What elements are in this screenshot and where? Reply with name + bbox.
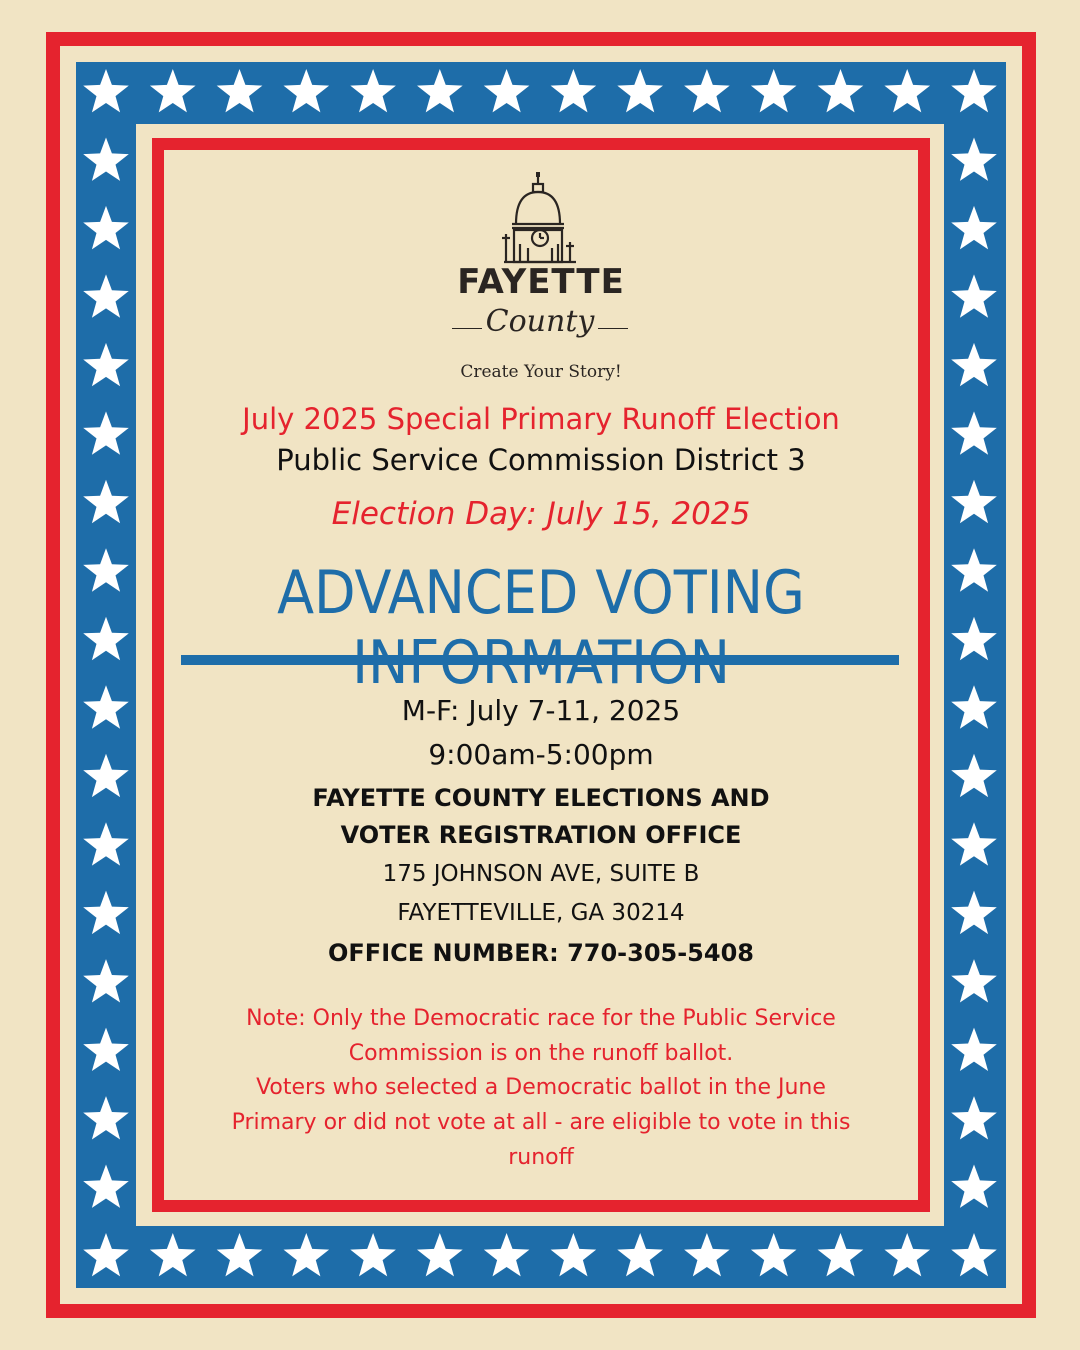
star-icon: [951, 274, 997, 317]
star-icon: [951, 480, 997, 523]
star-icon: [951, 891, 997, 935]
star-icon: [83, 343, 129, 386]
star-icon: [951, 69, 997, 112]
star-icon: [83, 411, 129, 454]
star-icon: [217, 69, 263, 112]
star-icon: [83, 822, 129, 865]
star-icon: [83, 1096, 129, 1139]
star-icon: [951, 343, 997, 386]
star-icon: [951, 548, 997, 591]
office-name-line2: VOTER REGISTRATION OFFICE: [340, 821, 742, 849]
logo-tagline: Create Your Story!: [460, 362, 622, 382]
star-icon: [417, 1233, 463, 1276]
star-icon: [83, 69, 129, 112]
note-line3: Voters who selected a Democratic ballot in the June: [256, 1075, 826, 1100]
star-icon: [884, 1233, 930, 1276]
star-icon: [350, 69, 396, 112]
star-icon: [951, 754, 997, 797]
star-icon: [83, 1028, 129, 1071]
star-icon: [951, 1165, 997, 1208]
star-icon: [617, 69, 663, 112]
star-icon: [83, 548, 129, 591]
star-icon: [83, 959, 129, 1002]
star-icon: [83, 891, 129, 935]
courthouse-dome-icon: [494, 172, 594, 268]
star-icon: [951, 959, 997, 1002]
star-icon: [83, 754, 129, 797]
star-icon: [150, 1233, 196, 1276]
voting-dates: M-F: July 7-11, 2025: [401, 694, 681, 727]
star-icon: [150, 69, 196, 112]
star-icon: [951, 1233, 997, 1276]
star-icon: [83, 138, 129, 181]
star-icon: [551, 69, 597, 112]
district-line: Public Service Commission District 3: [276, 443, 806, 477]
star-icon: [684, 1233, 730, 1276]
star-icon: [83, 274, 129, 317]
star-icon: [884, 69, 930, 112]
main-heading: ADVANCED VOTING: [277, 558, 805, 628]
star-icon: [284, 69, 330, 112]
star-icon: [83, 480, 129, 523]
heading-underline: [181, 655, 899, 665]
star-icon: [951, 685, 997, 729]
note-line2: Commission is on the runoff ballot.: [348, 1041, 734, 1066]
note-line4: Primary or did not vote at all - are eligible to vote in this: [231, 1110, 851, 1135]
logo-title: FAYETTE: [457, 262, 625, 302]
star-icon: [83, 617, 129, 660]
star-icon: [684, 69, 730, 112]
star-icon: [818, 69, 864, 112]
star-icon: [551, 1233, 597, 1276]
star-icon: [951, 822, 997, 865]
note-line1: Note: Only the Democratic race for the Public Service: [246, 1006, 836, 1031]
star-icon: [83, 685, 129, 729]
star-icon: [350, 1233, 396, 1276]
star-icon: [951, 206, 997, 250]
election-day: Election Day: July 15, 2025: [331, 496, 751, 532]
office-name-line1: FAYETTE COUNTY ELECTIONS AND: [312, 784, 770, 812]
star-icon: [951, 617, 997, 660]
star-icon: [951, 1096, 997, 1139]
office-phone: OFFICE NUMBER: 770-305-5408: [328, 939, 754, 967]
address-line1: 175 JOHNSON AVE, SUITE B: [382, 861, 700, 887]
star-icon: [417, 69, 463, 112]
star-icon: [284, 1233, 330, 1276]
election-title: July 2025 Special Primary Runoff Election: [242, 402, 840, 436]
star-icon: [217, 1233, 263, 1276]
address-line2: FAYETTEVILLE, GA 30214: [397, 900, 685, 926]
star-icon: [617, 1233, 663, 1276]
star-icon: [83, 206, 129, 250]
star-icon: [484, 1233, 530, 1276]
voting-hours: 9:00am-5:00pm: [428, 738, 654, 771]
star-icon: [951, 1028, 997, 1071]
star-icon: [751, 69, 797, 112]
logo-script: County: [485, 304, 595, 339]
star-icon: [83, 1165, 129, 1208]
note-line5: runoff: [508, 1145, 574, 1170]
star-icon: [484, 69, 530, 112]
star-icon: [951, 138, 997, 181]
star-icon: [751, 1233, 797, 1276]
logo-right-rule: [598, 328, 628, 329]
star-icon: [83, 1233, 129, 1276]
star-icon: [818, 1233, 864, 1276]
star-icon: [951, 411, 997, 454]
logo-script-row: [452, 304, 628, 356]
